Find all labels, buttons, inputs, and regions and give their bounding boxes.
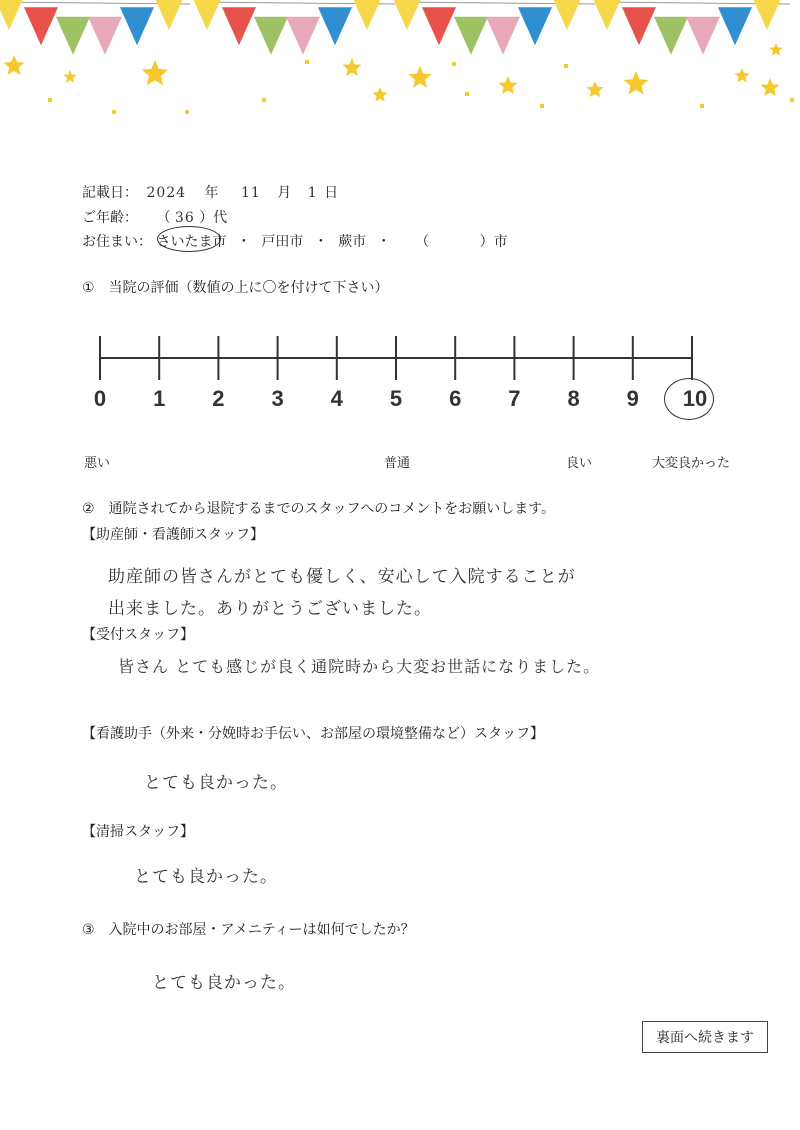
cleaning-comment: とても良かった。 — [134, 867, 278, 887]
confetti-dot — [540, 104, 544, 108]
date-row — [82, 182, 338, 202]
star-icon — [343, 58, 362, 76]
age-close: ）代 — [199, 210, 228, 226]
star-icon — [761, 78, 780, 96]
scale-number-3: 3 — [271, 386, 284, 411]
bunting-flag — [190, 0, 224, 30]
reception-heading: 【受付スタッフ】 — [82, 627, 194, 643]
confetti-dot — [564, 64, 568, 68]
q2-title: ② 通院されてから退院するまでのスタッフへのコメントをお願いします。 — [82, 501, 556, 517]
bunting-flag — [550, 0, 584, 30]
residence-row — [82, 231, 508, 251]
scale-number-5: 5 — [389, 386, 403, 411]
scale-number-4: 4 — [330, 386, 343, 411]
confetti-dot — [305, 60, 309, 64]
confetti-dot — [452, 62, 456, 66]
bunting-flag — [718, 7, 752, 45]
scale-number-0: 0 — [93, 386, 107, 411]
bunting-flag — [454, 17, 488, 55]
q3-title: ③ 入院中のお部屋・アメニティーは如何でしたか？ — [82, 922, 415, 938]
star-icon — [734, 68, 749, 83]
confetti-dot — [465, 92, 469, 96]
assistant-comment: とても良かった。 — [144, 773, 288, 793]
age-label: ご年齢： — [82, 210, 138, 226]
cleaning-heading: 【清掃スタッフ】 — [82, 824, 194, 840]
midwife-heading: 【助産師・看護師スタッフ】 — [82, 527, 264, 543]
bunting-flag — [654, 17, 688, 55]
residence-selected-circle — [157, 226, 221, 252]
midwife-comment-line1: 助産師の皆さんがとても優しく、安心して入院することが — [108, 567, 576, 587]
age-open: （ — [156, 210, 171, 226]
date-month-unit: 月 — [277, 185, 292, 201]
bunting-flag — [0, 0, 26, 30]
star-icon — [769, 43, 782, 56]
star-icon — [4, 55, 25, 75]
confetti-dot — [112, 110, 116, 114]
star-icon — [499, 76, 518, 94]
continue-on-back-notice: 裏面へ続きます — [642, 1021, 768, 1053]
residence-other-open: （ — [415, 234, 430, 250]
scale-number-9: 9 — [626, 386, 639, 411]
scale-number-7: 7 — [508, 386, 521, 411]
confetti-dot — [700, 104, 704, 108]
date-label: 記載日： — [82, 185, 138, 201]
age-value: 36 — [174, 210, 195, 226]
bunting-banner — [0, 0, 800, 120]
confetti-dot — [185, 110, 189, 114]
date-year: 2024 — [146, 185, 187, 201]
scale-number-2: 2 — [212, 386, 225, 411]
scale-number-10: 10 — [682, 386, 708, 411]
scale-label-bad: 悪い — [84, 456, 111, 471]
age-row — [82, 207, 227, 227]
q3-comment: とても良かった。 — [152, 973, 296, 993]
confetti-dot — [48, 98, 52, 102]
bunting-flag — [486, 17, 520, 55]
residence-separator: ・ — [236, 234, 251, 250]
bunting-flag — [152, 0, 186, 30]
bunting-flag — [120, 7, 154, 45]
bunting-flag — [222, 7, 256, 45]
bunting-flag — [88, 17, 122, 55]
star-icon — [409, 66, 432, 88]
residence-separator: ・ — [313, 234, 328, 250]
reception-comment: 皆さん とても感じが良く通院時から大変お世話になりました。 — [118, 657, 601, 676]
star-icon — [63, 70, 76, 83]
confetti-dot — [262, 98, 266, 102]
bunting-flag — [518, 7, 552, 45]
scale-number-8: 8 — [567, 386, 580, 411]
star-icon — [372, 87, 387, 102]
scale-label-good: 良い — [566, 456, 593, 471]
bunting-flag — [56, 17, 90, 55]
date-day: 1 — [307, 185, 318, 201]
date-month: 11 — [241, 185, 261, 201]
scale-label-very-good: 大変良かった — [652, 456, 731, 471]
q1-title: ① 当院の評価（数値の上に〇を付けて下さい） — [82, 280, 389, 296]
star-icon — [142, 60, 169, 85]
residence-option-warabi: 蕨市 — [338, 234, 367, 250]
bunting-flag — [24, 7, 58, 45]
bunting-flag — [286, 17, 320, 55]
residence-other-close: ）市 — [479, 234, 508, 250]
residence-option-toda: 戸田市 — [261, 234, 304, 250]
residence-option-saitama: さいたま市 — [156, 234, 227, 250]
residence-label: お住まい： — [82, 234, 152, 250]
rating-selected-circle — [664, 378, 714, 420]
assistant-heading: 【看護助手（外来・分娩時お手伝い、お部屋の環境整備など）スタッフ】 — [82, 726, 544, 742]
bunting-flag — [350, 0, 384, 30]
bunting-flag — [686, 17, 720, 55]
bunting-flag — [590, 0, 624, 30]
confetti-dot — [790, 98, 794, 102]
date-day-unit: 日 — [324, 185, 339, 201]
star-icon — [624, 71, 649, 95]
scale-label-normal: 普通 — [384, 456, 411, 471]
bunting-flag — [750, 0, 784, 30]
bunting-flag — [390, 0, 424, 30]
residence-separator: ・ — [376, 234, 391, 250]
star-icon — [586, 81, 603, 97]
bunting-flag — [254, 17, 288, 55]
bunting-flag — [422, 7, 456, 45]
bunting-flag — [318, 7, 352, 45]
rating-scale-line — [80, 330, 720, 390]
scale-number-1: 1 — [153, 386, 166, 411]
midwife-comment-line2: 出来ました。ありがとうございました。 — [108, 599, 432, 619]
bunting-flag — [622, 7, 656, 45]
scale-number-6: 6 — [449, 386, 462, 411]
date-year-unit: 年 — [204, 185, 219, 201]
